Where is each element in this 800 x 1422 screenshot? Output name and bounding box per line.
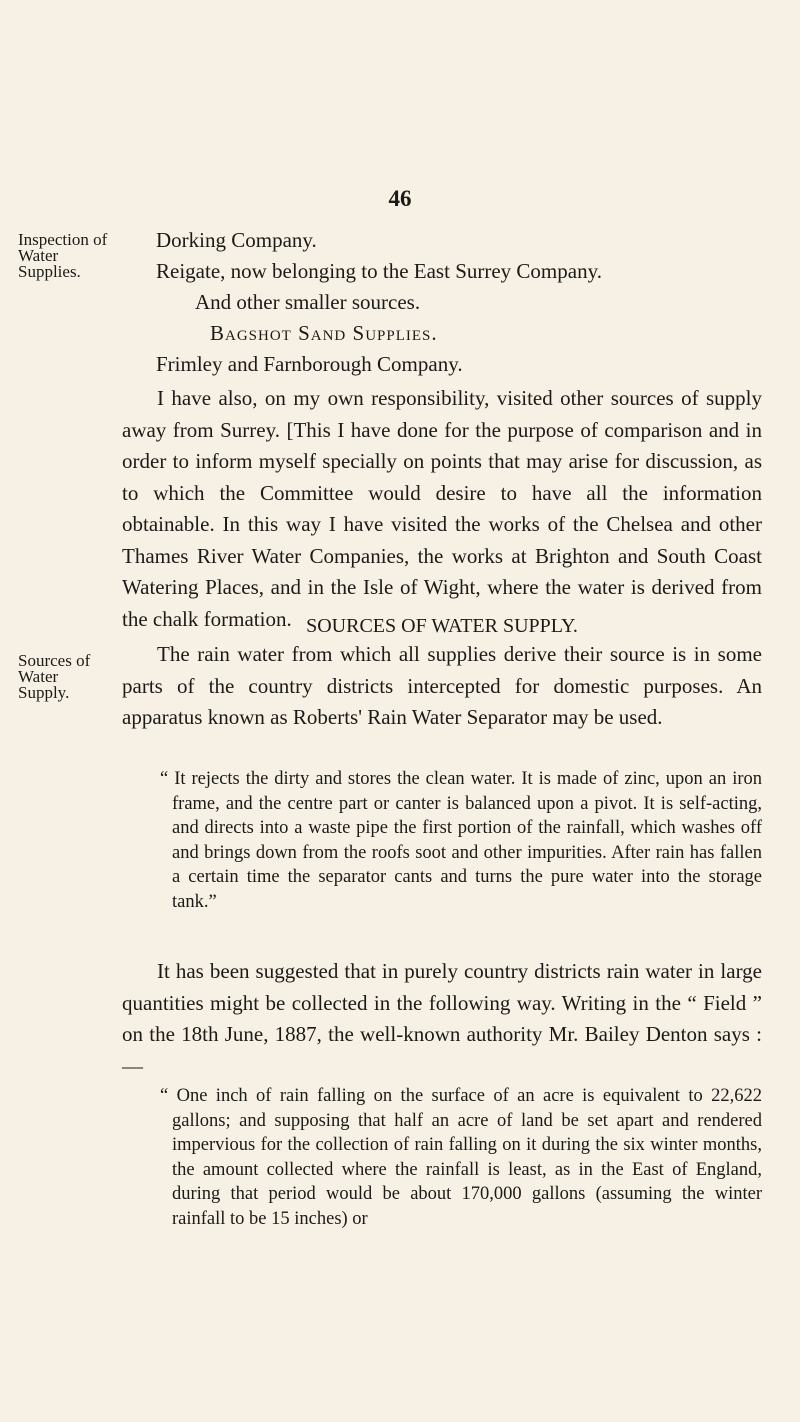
line-bagshot: Bagshot Sand Supplies.	[210, 321, 438, 345]
page-number: 46	[388, 186, 412, 211]
line-frimley: Frimley and Farnborough Company.	[156, 352, 463, 376]
quote-separator: “ It rejects the dirty and stores the clean water. It is made of zinc, upon an iron frame, and the centre part or canter is balanced upon a pivot. It is self-acting, and directs into a waste pipe the first portion of the rainfall, which washes off and brings down from the roofs soot and other impurities. After rain has fallen a certain time the separator cants and turns the pure water into the storage tank.”	[160, 769, 762, 912]
line-reigate: Reigate, now belonging to the East Surrey Company.	[156, 259, 602, 283]
paragraph-rain-water: The rain water from which all supplies derive their source is in some parts of the country districts intercepted for domestic purposes. An apparatus known as Roberts' Rain Water Separator may be used.	[122, 642, 762, 729]
quote-denton: “ One inch of rain falling on the surface of an acre is equivalent to 22,622 gallons; and supposing that half an acre of land be set apart and rendered impervious for the collection of rain falling on it during the six winter months, the amount collected where the rainfall is least, as in the East of England, during that period would be about 170,000 gallons (assuming the winter rainfall to be 15 inches) or	[160, 1086, 762, 1229]
margin-note-sources: Sources of Water Supply.	[18, 651, 91, 702]
line-other-sources: And other smaller sources.	[195, 290, 421, 314]
paragraph-inspection: I have also, on my own responsibility, visited other sources of supply away from Surrey. [This I have done for the purpose of comparison and in order to inform myself specially on points that may arise for discussion, as to which the Committee would desire to have all the information obtainable. In this way I have visited the works of the Chelsea and other Thames River Water Companies, the works at Brighton and South Coast Watering Places, and in the Isle of Wight, where the water is derived from the chalk formation.	[122, 386, 762, 631]
line-dorking: Dorking Company.	[156, 228, 317, 252]
margin-note-inspection: Inspection of Water Supplies.	[18, 230, 108, 281]
section-heading: SOURCES OF WATER SUPPLY.	[306, 615, 578, 637]
paragraph-country-districts: It has been suggested that in purely country districts rain water in large quantities might be collected in the following way. Writing in the “ Field ” on the 18th June, 1887, the well-known authority Mr. Bailey Denton says :—	[122, 959, 762, 1078]
